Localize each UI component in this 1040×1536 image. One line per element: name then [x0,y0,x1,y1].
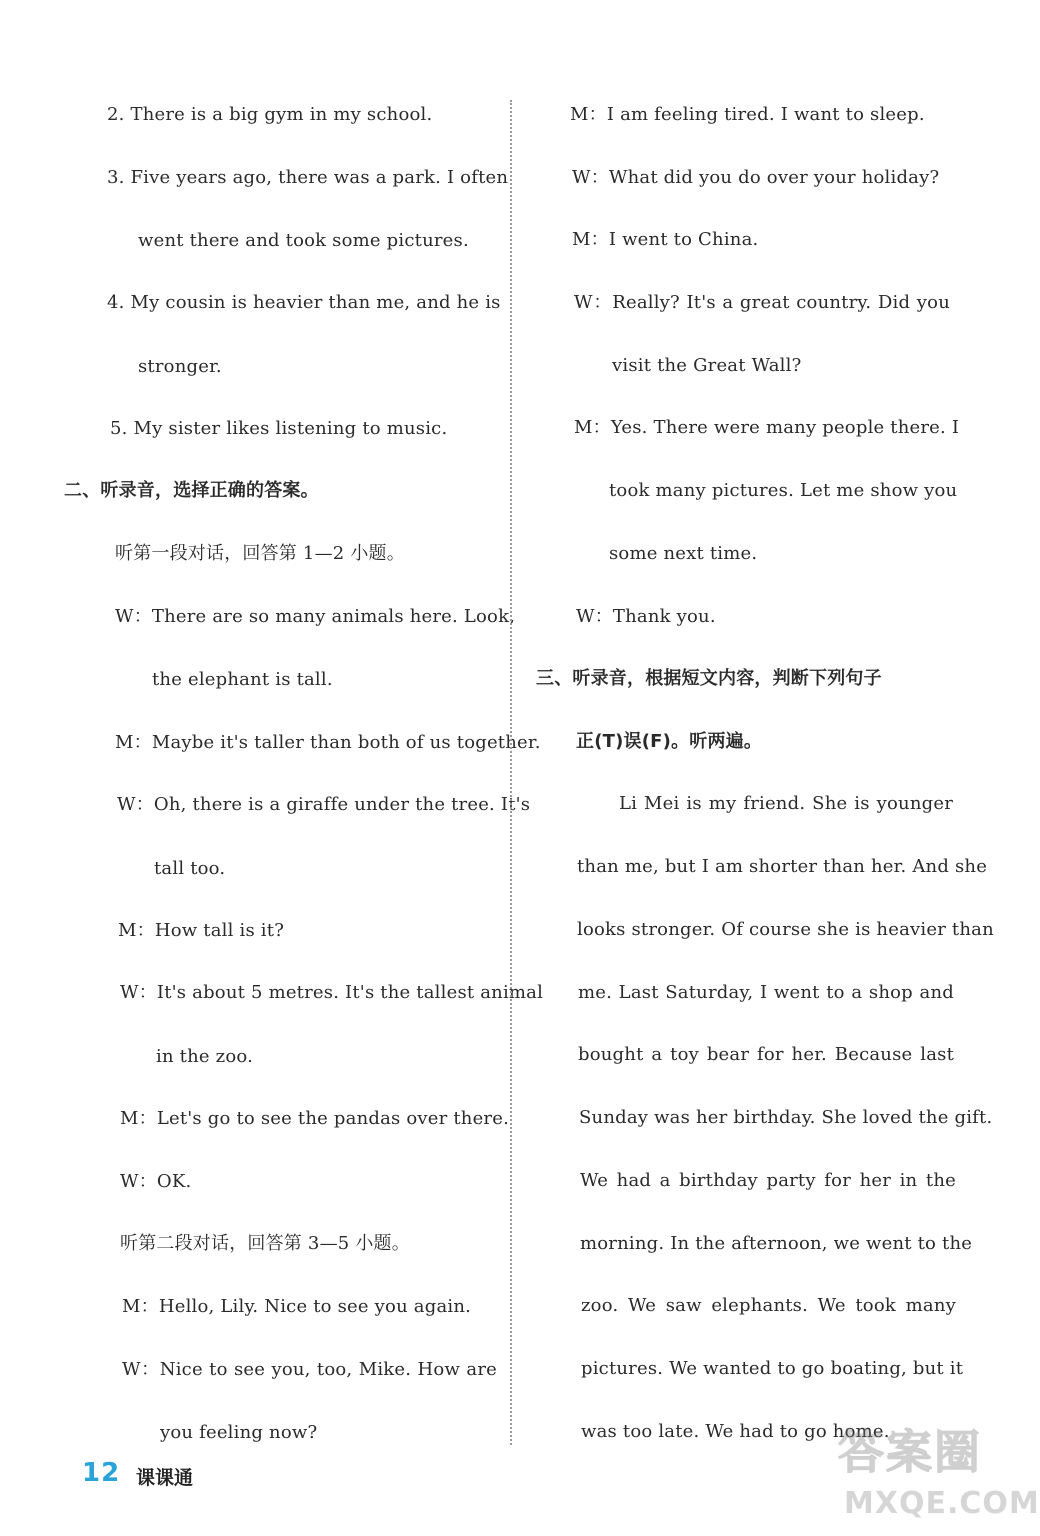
dialogue-line: some next time. [609,543,758,564]
dialogue-line: M：How tall is it? [118,920,285,941]
dialogue-line: in the zoo. [156,1046,254,1067]
text-line: stronger. [138,356,222,377]
dialogue-line: W：Really? It's a great country. Did you [574,292,950,313]
text-line: 3. Five years ago, there was a park. I often [107,167,509,188]
paragraph-line: zoo. We saw elephants. We took many [581,1295,956,1316]
paragraph-line: Sunday was her birthday. She loved the gift. [579,1107,993,1128]
dialogue-line: visit the Great Wall? [612,355,802,376]
brand-label: 课课通 [136,1467,194,1489]
text-line: 听第二段对话，回答第 3—5 小题。 [120,1233,410,1254]
paragraph-line: pictures. We wanted to go boating, but it [581,1358,964,1379]
dialogue-line: M：Let's go to see the pandas over there. [120,1108,510,1129]
paragraph-line: looks stronger. Of course she is heavier than [577,919,994,940]
dialogue-line: W：OK. [120,1171,192,1192]
dialogue-line: W：It's about 5 metres. It's the tallest animal [120,982,544,1003]
dialogue-line: W：Oh, there is a giraffe under the tree. It's [117,794,531,815]
section-heading: 正(T)误(F)。听两遍。 [576,731,763,752]
dialogue-line: W：There are so many animals here. Look, [115,606,516,627]
text-line: 4. My cousin is heavier than me, and he is [107,292,501,313]
watermark-logo [838,1416,1040,1528]
text-line: 听第一段对话，回答第 1—2 小题。 [115,543,405,564]
paragraph-line: morning. In the afternoon, we went to the [580,1233,973,1254]
paragraph-line: We had a birthday party for her in the [580,1170,956,1191]
dialogue-line: W：What did you do over your holiday? [572,167,940,188]
watermark-bottom: MXQE.COM [844,1486,1040,1521]
dialogue-line: M：Hello, Lily. Nice to see you again. [122,1296,472,1317]
section-heading: 二、听录音，选择正确的答案。 [64,480,319,501]
dialogue-line: W：Nice to see you, too, Mike. How are [122,1359,497,1380]
text-line: went there and took some pictures. [138,230,469,251]
paragraph-line: Li Mei is my friend. She is younger [619,793,953,814]
column-divider [510,100,512,1445]
section-heading: 三、听录音，根据短文内容，判断下列句子 [536,668,882,689]
paragraph-line: than me, but I am shorter than her. And she [577,856,988,877]
dialogue-line: M：I am feeling tired. I want to sleep. [570,104,925,125]
dialogue-line: M：Maybe it's taller than both of us together. [115,732,541,753]
text-line: 5. My sister likes listening to music. [110,418,448,439]
paragraph-line: was too late. We had to go home. [581,1421,890,1442]
dialogue-line: tall too. [154,858,226,879]
page-number: 12 [82,1458,121,1488]
dialogue-line: you feeling now? [160,1422,318,1443]
paragraph-line: me. Last Saturday, I went to a shop and [578,982,954,1003]
dialogue-line: took many pictures. Let me show you [609,480,958,501]
watermark-top: 答案圈 [838,1425,982,1479]
dialogue-line: W：Thank you. [576,606,716,627]
dialogue-line: M：Yes. There were many people there. I [574,417,960,438]
dialogue-line: M：I went to China. [572,229,759,250]
text-line: 2. There is a big gym in my school. [107,104,433,125]
dialogue-line: the elephant is tall. [152,669,333,690]
paragraph-line: bought a toy bear for her. Because last [578,1044,954,1065]
